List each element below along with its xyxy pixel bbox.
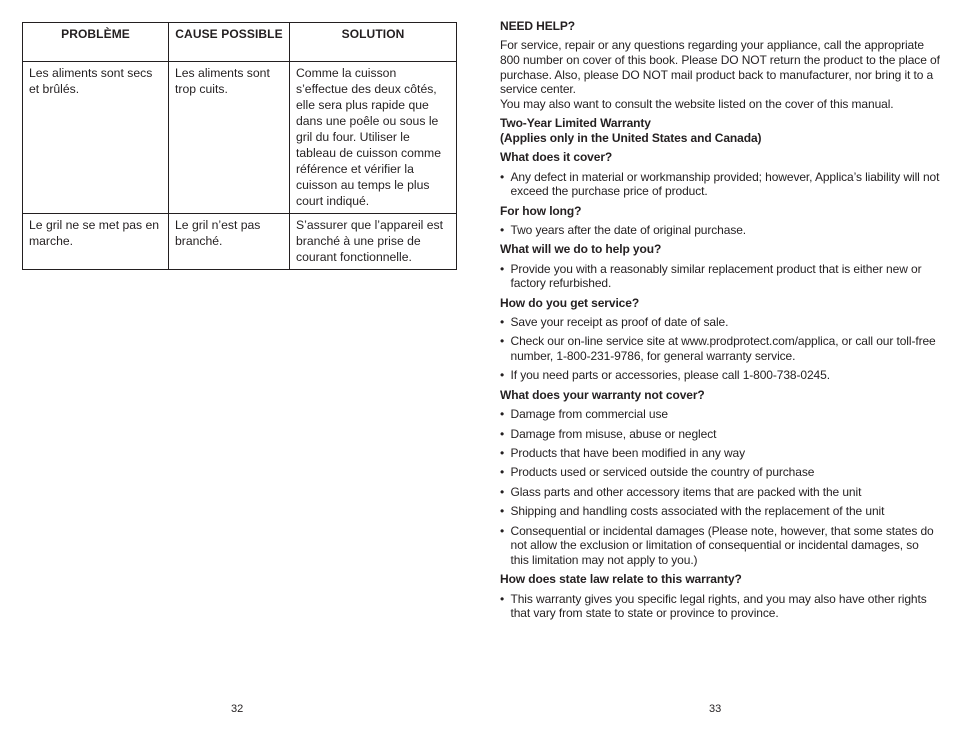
list-item-text: Two years after the date of original purchase.	[510, 222, 747, 237]
header-probleme: PROBLÈME	[23, 23, 169, 62]
list-item-text: Provide you with a reasonably similar replacement product that is either new or factory refurbished.	[510, 261, 922, 291]
list-item	[500, 592, 940, 621]
list-item	[500, 407, 940, 422]
list-item-text: Damage from misuse, abuse or neglect	[510, 426, 717, 441]
right-page	[477, 0, 954, 738]
list-item	[500, 524, 940, 568]
bullet-icon: •	[500, 261, 505, 276]
bullet-icon: •	[500, 591, 505, 606]
troubleshooting-table	[22, 22, 457, 270]
list-item	[500, 223, 940, 238]
list-item-text: Any defect in material or workmanship provided; however, Applica’s liability will not exceed the purchase price of product.	[510, 169, 940, 199]
need-help-text: For service, repair or any questions regarding your appliance, call the appropriate 800 number on cover of this book. Please DO NOT return the product to the place of purchase. Also, please DO NOT mail product back to manufacturer, nor bring it to a service center.	[500, 38, 940, 97]
bullet-icon: •	[500, 465, 505, 480]
bullet-icon: •	[500, 407, 505, 422]
list-item	[500, 170, 940, 199]
list-item	[500, 262, 940, 291]
section-heading: What does it cover?	[500, 150, 613, 165]
cause-cell: Les aliments sont trop cuits.	[169, 62, 290, 214]
list-item	[500, 427, 940, 442]
bullet-icon: •	[500, 446, 505, 460]
bullet-icon: •	[500, 504, 505, 519]
section-heading: How does state law relate to this warranty?	[500, 572, 742, 587]
list-item-text: Glass parts and other accessory items that are packed with the unit	[510, 484, 862, 499]
section-heading: What will we do to help you?	[500, 242, 662, 257]
bullet-icon: •	[500, 315, 505, 330]
warranty-sections	[500, 150, 940, 621]
table-row	[23, 214, 457, 270]
bullet-icon: •	[500, 222, 505, 237]
list-item	[500, 368, 940, 383]
list-item	[500, 315, 940, 330]
section-heading: How do you get service?	[500, 295, 640, 310]
bullet-icon: •	[500, 426, 505, 441]
header-solution: SOLUTION	[290, 23, 457, 62]
header-cause-possible: CAUSE POSSIBLE	[169, 23, 290, 62]
solution-cell: S’assurer que l’appareil est branché à une prise de courant fonctionnelle.	[290, 214, 457, 270]
page-number-left: 32	[231, 703, 244, 715]
list-item-text: If you need parts or accessories, please call 1-800-738-0245.	[510, 368, 830, 383]
list-item	[500, 334, 940, 363]
bullet-icon: •	[500, 368, 505, 383]
table-header-row	[23, 23, 457, 62]
bullet-icon: •	[500, 484, 505, 499]
list-item-text: This warranty gives you specific legal rights, and you may also have other rights that vary from state to state or province to province.	[510, 591, 927, 621]
list-item-text: Damage from commercial use	[510, 407, 668, 422]
section-heading: What does your warranty not cover?	[500, 387, 705, 402]
list-item	[500, 504, 940, 519]
list-item-text: Shipping and handling costs associated with the replacement of the unit	[510, 504, 885, 519]
website-text: You may also want to consult the website listed on the cover of this manual.	[500, 96, 894, 111]
list-item-text: Products that have been modified in any way	[510, 446, 746, 460]
cause-cell: Le gril n’est pas branché.	[169, 214, 290, 270]
warranty-section	[500, 19, 940, 626]
problem-cell: Le gril ne se met pas en marche.	[23, 214, 169, 270]
problem-cell: Les aliments sont secs et brûlés.	[23, 62, 169, 214]
page-number-right: 33	[709, 703, 722, 715]
solution-cell: Comme la cuisson s’effectue des deux côtés, elle sera plus rapide que dans une poêle ou sous le gril du four. Utiliser le tableau de cuisson comme référence et vérifier la cuisson au temps le plus court indiqué.	[290, 62, 457, 214]
list-item-text: Save your receipt as proof of date of sale.	[510, 315, 729, 330]
warranty-subtitle: (Applies only in the United States and Canada)	[500, 130, 762, 145]
need-help-heading: NEED HELP?	[500, 19, 576, 33]
warranty-title: Two-Year Limited Warranty	[500, 116, 651, 131]
bullet-icon: •	[500, 169, 505, 184]
list-item	[500, 446, 940, 461]
list-item-text: Check our on-line service site at www.prodprotect.com/applica, or call our toll-free number, 1-800-231-9786, for general warranty service.	[510, 334, 936, 364]
section-heading: For how long?	[500, 203, 582, 218]
list-item	[500, 485, 940, 500]
list-item	[500, 465, 940, 480]
table-row	[23, 62, 457, 214]
bullet-icon: •	[500, 523, 505, 538]
bullet-icon: •	[500, 334, 505, 349]
list-item-text: Products used or serviced outside the country of purchase	[510, 465, 815, 480]
list-item-text: Consequential or incidental damages (Please note, however, that some states do not allow the exclusion or limitation of consequential or incidental damages, so this limitation may not apply to you.)	[510, 523, 934, 567]
